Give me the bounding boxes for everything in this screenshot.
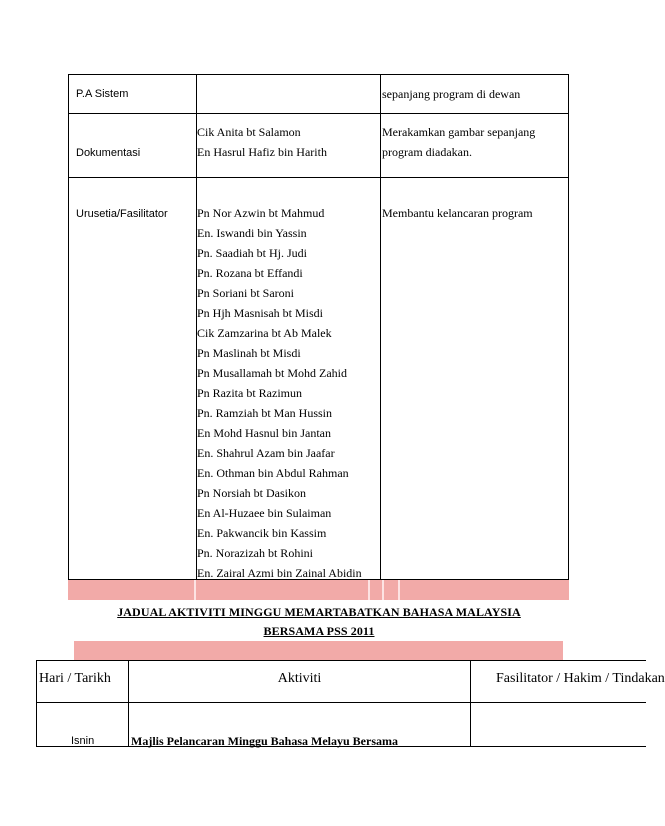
schedule-title: JADUAL AKTIVITI MINGGU MEMARTABATKAN BAHASA MALAYSIA xyxy=(117,605,521,619)
header-facilitator: Fasilitator / Hakim / Tindakan xyxy=(496,671,665,686)
name-dokumentasi: En Hasrul Hafiz bin Harith xyxy=(197,145,327,159)
name-urusetia: En Al-Huzaee bin Sulaiman xyxy=(197,506,332,520)
row-divider xyxy=(69,177,568,178)
role-dokumentasi: Dokumentasi xyxy=(76,147,141,159)
column-divider xyxy=(470,661,471,746)
name-urusetia: Pn Razita bt Razimun xyxy=(197,386,302,400)
duty-dokumentasi: Merakamkan gambar sepanjang xyxy=(382,125,536,139)
role-urusetia: Urusetia/Fasilitator xyxy=(76,208,168,220)
name-urusetia: Pn Maslinah bt Misdi xyxy=(197,346,301,360)
row-divider xyxy=(37,702,646,703)
name-urusetia: Cik Zamzarina bt Ab Malek xyxy=(197,326,332,340)
band-divider xyxy=(398,580,400,600)
band-divider xyxy=(368,580,370,600)
band-divider xyxy=(194,580,196,600)
schedule-table xyxy=(36,660,665,748)
name-urusetia: Pn Soriani bt Saroni xyxy=(197,286,295,300)
row-divider xyxy=(69,113,568,114)
name-urusetia: En. Shahrul Azam bin Jaafar xyxy=(197,446,335,460)
schedule-activity: Majlis Pelancaran Minggu Bahasa Melayu Bersama xyxy=(131,734,398,748)
column-divider xyxy=(380,75,381,579)
shaded-strip xyxy=(74,641,563,660)
role-pa-sistem: P.A Sistem xyxy=(76,88,129,100)
name-urusetia: Pn. Ramziah bt Man Hussin xyxy=(197,406,332,420)
duty-pa-sistem: sepanjang program di dewan xyxy=(382,87,521,101)
name-urusetia: En. Pakwancik bin Kassim xyxy=(197,526,327,540)
name-urusetia: Pn Musallamah bt Mohd Zahid xyxy=(197,366,347,380)
duty-dokumentasi: program diadakan. xyxy=(382,145,472,159)
name-dokumentasi: Cik Anita bt Salamon xyxy=(197,125,301,139)
name-urusetia: En Mohd Hasnul bin Jantan xyxy=(197,426,331,440)
name-urusetia: Pn Hjh Masnisah bt Misdi xyxy=(197,306,324,320)
header-activity: Aktiviti xyxy=(277,671,322,686)
name-urusetia: Pn. Rozana bt Effandi xyxy=(197,266,303,280)
committee-table xyxy=(68,74,569,580)
schedule-subtitle: BERSAMA PSS 2011 xyxy=(263,624,375,638)
duty-urusetia: Membantu kelancaran program xyxy=(382,206,533,220)
name-urusetia: Pn Norsiah bt Dasikon xyxy=(197,486,306,500)
shaded-band xyxy=(68,580,569,600)
name-urusetia: Pn Nor Azwin bt Mahmud xyxy=(197,206,325,220)
header-day: Hari / Tarikh xyxy=(39,671,111,686)
name-urusetia: Pn. Norazizah bt Rohini xyxy=(197,546,313,560)
name-urusetia: En. Zairal Azmi bin Zainal Abidin xyxy=(197,566,362,580)
name-urusetia: En. Iswandi bin Yassin xyxy=(197,226,307,240)
schedule-day: Isnin xyxy=(71,735,95,747)
band-divider xyxy=(382,580,384,600)
name-urusetia: Pn. Saadiah bt Hj. Judi xyxy=(197,246,307,260)
name-urusetia: En. Othman bin Abdul Rahman xyxy=(197,466,349,480)
